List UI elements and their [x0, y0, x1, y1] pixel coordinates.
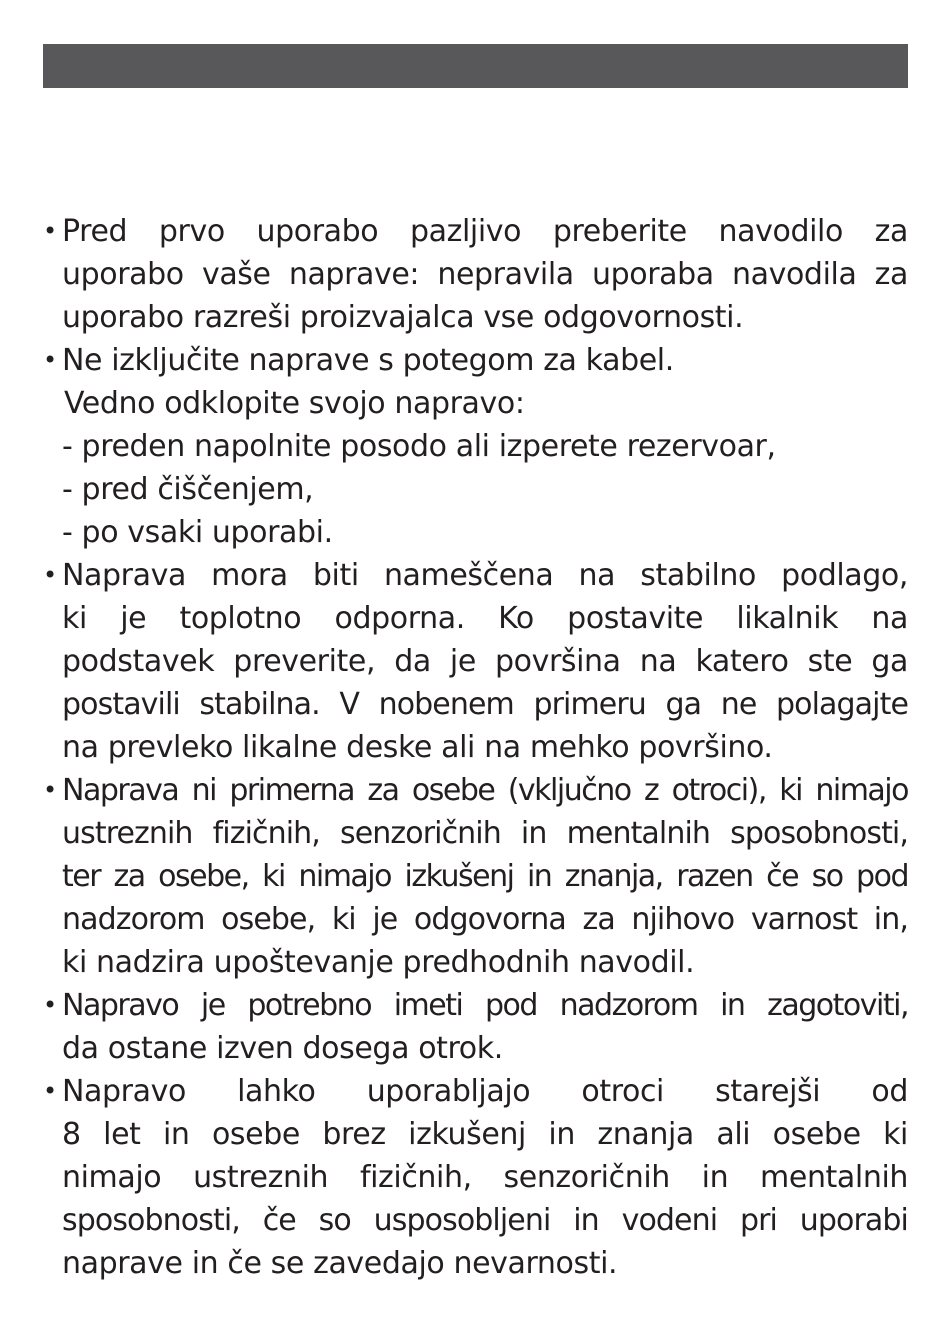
text-line: Napravo lahko uporabljajo otroci starejši od: [62, 1074, 908, 1109]
text-line: sposobnosti, če so usposobljeni in vodeni pri uporabi: [62, 1203, 908, 1238]
text-line: na prevleko likalne deske ali na mehko površino.: [62, 730, 773, 765]
text-line: nimajo ustreznih fizičnih, senzoričnih in mentalnih: [62, 1160, 908, 1195]
bullet: •: [43, 1077, 58, 1105]
bullet: •: [43, 776, 58, 804]
text-line: naprave in če se zavedajo nevarnosti.: [62, 1246, 618, 1281]
text-line: postavili stabilna. V nobenem primeru ga ne polagajte: [62, 687, 908, 722]
text-line: Naprava mora biti nameščena na stabilno podlago,: [62, 558, 908, 593]
text-line: da ostane izven dosega otrok.: [62, 1031, 503, 1066]
text-line: podstavek preverite, da je površina na katero ste ga: [62, 644, 908, 679]
text-line: uporabo vaše naprave: nepravila uporaba navodila za: [62, 257, 908, 292]
list-item: [43, 769, 908, 984]
list-item: [43, 1070, 908, 1285]
list-item: [43, 554, 908, 769]
text-line: Naprava ni primerna za osebe (vključno z otroci), ki nimajo: [62, 773, 908, 808]
text-line: - preden napolnite posodo ali izperete rezervoar,: [62, 429, 776, 464]
bullet: •: [43, 991, 58, 1019]
text-line: ustreznih fizičnih, senzoričnih in mentalnih sposobnosti,: [62, 816, 908, 851]
header-bar: [43, 44, 908, 88]
bullet: •: [43, 561, 58, 589]
text-line: ter za osebe, ki nimajo izkušenj in znanja, razen če so pod: [62, 859, 908, 894]
text-line: nadzorom osebe, ki je odgovorna za njihovo varnost in,: [62, 902, 908, 937]
text-line: 8 let in osebe brez izkušenj in znanja ali osebe ki: [62, 1117, 908, 1152]
bullet: •: [43, 217, 58, 245]
list-item: [43, 339, 908, 554]
text-line: ki nadzira upoštevanje predhodnih navodil.: [62, 945, 695, 980]
text-line: Vedno odklopite svojo napravo:: [64, 386, 525, 421]
text-line: ki je toplotno odporna. Ko postavite likalnik na: [62, 601, 908, 636]
list-item: [43, 210, 908, 339]
text-line: Ne izključite naprave s potegom za kabel.: [62, 343, 674, 378]
text-line: Pred prvo uporabo pazljivo preberite navodilo za: [62, 214, 908, 249]
list-item: [43, 984, 908, 1070]
text-line: uporabo razreši proizvajalca vse odgovornosti.: [62, 300, 744, 335]
text-line: - pred čiščenjem,: [62, 472, 314, 507]
text-line: Napravo je potrebno imeti pod nadzorom in zagotoviti,: [62, 988, 908, 1023]
instructions-list: [43, 210, 908, 1285]
text-line: - po vsaki uporabi.: [62, 515, 333, 550]
bullet: •: [43, 346, 58, 374]
